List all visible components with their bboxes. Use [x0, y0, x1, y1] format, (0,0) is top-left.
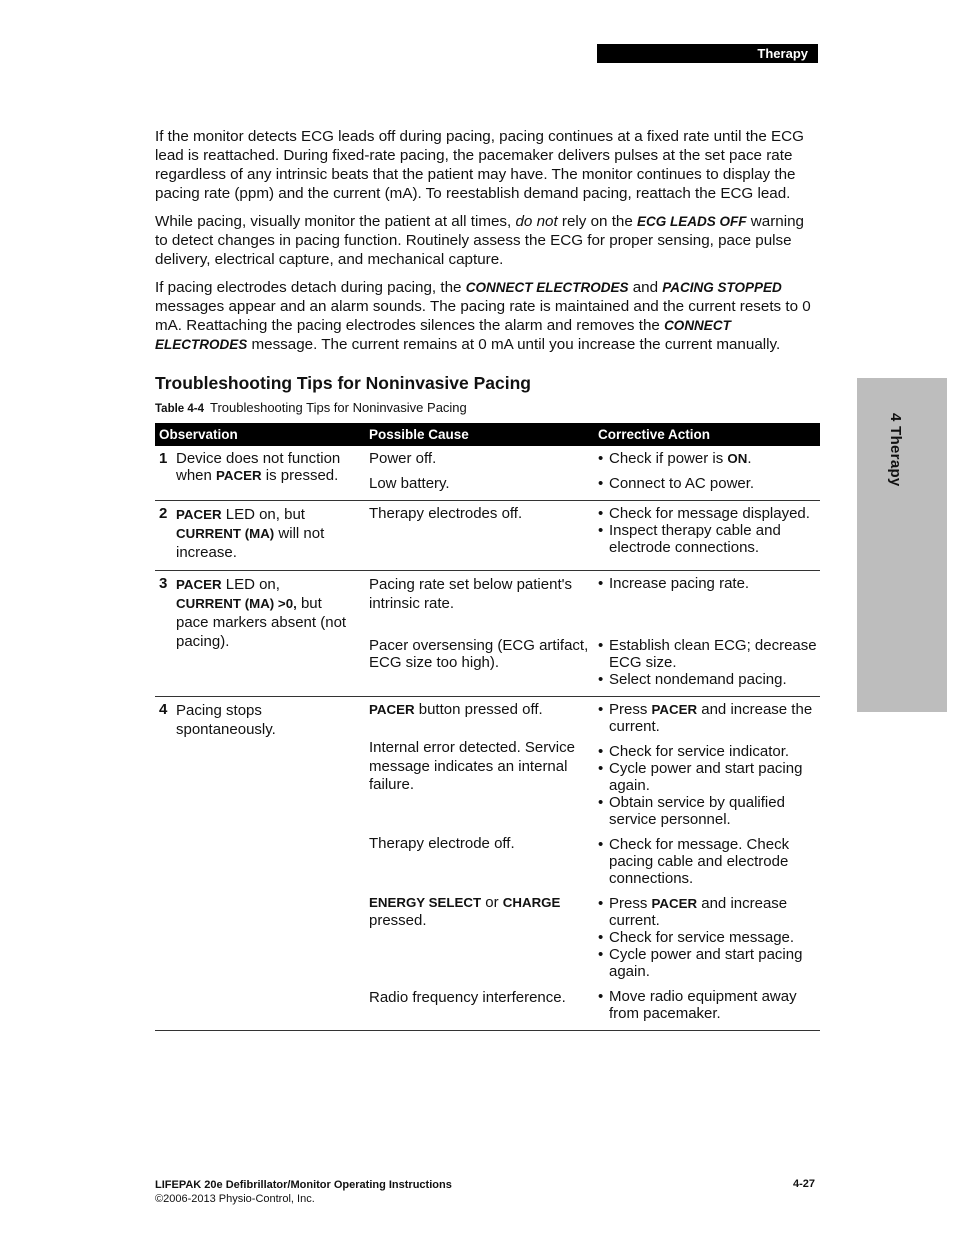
col-possible-cause: Possible Cause	[355, 423, 592, 446]
footer-copyright: ©2006-2013 Physio-Control, Inc.	[155, 1193, 315, 1205]
col-observation: Observation	[155, 423, 355, 446]
table-header-row	[155, 423, 820, 446]
troubleshooting-table	[155, 423, 820, 1031]
col-corrective-action: Corrective Action	[592, 423, 820, 446]
paragraph-1: If the monitor detects ECG leads off during pacing, pacing continues at a fixed rate until the ECG lead is reattached. During fixed-rate pacing, the pacemaker delivers pulses at the set pace rate regardless of any intrinsic beats that the patient may have. The monitor continues to display the pacing rate (ppm) and the current (mA). To reestablish demand pacing, reattach the ECG lead.	[155, 128, 804, 202]
chapter-side-tab	[857, 378, 947, 712]
table-row: 3 PACER LED on, CURRENT (MA) >0, but pace markers absent (not pacing). Pacing rate set below patient's intrinsic rate. Pacer oversensing (ECG artifact, ECG size too high). • Increase pacing rate. • Establish clean ECG; decrease ECG size. • Select nondemand pacing.	[155, 571, 820, 697]
table-row: 2 PACER LED on, but CURRENT (MA) will not increase. Therapy electrodes off. • Check for message displayed. • Inspect therapy cable and electrode connections.	[155, 501, 820, 571]
footer	[155, 1178, 452, 1206]
footer-title: LIFEPAK 20e Defibrillator/Monitor Operating Instructions	[155, 1179, 452, 1191]
chapter-tab-label: 4 Therapy	[887, 413, 904, 487]
table-row: 1 Device does not function when PACER is pressed. Power off. Low battery. • Check if power is ON. • Connect to AC power.	[155, 446, 820, 501]
page-number: 4-27	[793, 1178, 816, 1190]
paragraph-3: If pacing electrodes detach during pacing, the CONNECT ELECTRODES and PACING STOPPED messages appear and an alarm sounds. The pacing rate is maintained and the current resets to 0 mA. Reattaching the pacing electrodes silences the alarm and removes the CONNECT ELECTRODES message. The current remains at 0 mA until you increase the current manually.	[155, 279, 811, 353]
table-caption: Table 4-4 Troubleshooting Tips for Noninvasive Pacing	[155, 400, 467, 415]
body-text	[155, 127, 819, 363]
section-heading: Troubleshooting Tips for Noninvasive Pacing	[155, 373, 531, 393]
running-header: Therapy	[597, 44, 818, 63]
paragraph-2: While pacing, visually monitor the patient at all times, do not rely on the ECG LEADS OFF warning to detect changes in pacing function. Routinely assess the ECG for proper sensing, pace pulse delivery, electrical capture, and mechanical capture.	[155, 213, 804, 268]
table-row: 4 Pacing stops spontaneously. PACER button pressed off. Internal error detected. Service message indicates an internal failure. Therapy electrode off. ENERGY SELECT or CHARGE pressed. Radio frequency interference. • Press PACER and increase the current. • Check for service indicator. • Cycle power and start pacing again. • Obtain service by qualified service personnel. • Check for message. Check pacing cable and electrode connections. • Press PACER and increase current. • Check for service message. • Cycle power and start pacing again. • Move radio equipment away from pacemaker.	[155, 697, 820, 1031]
